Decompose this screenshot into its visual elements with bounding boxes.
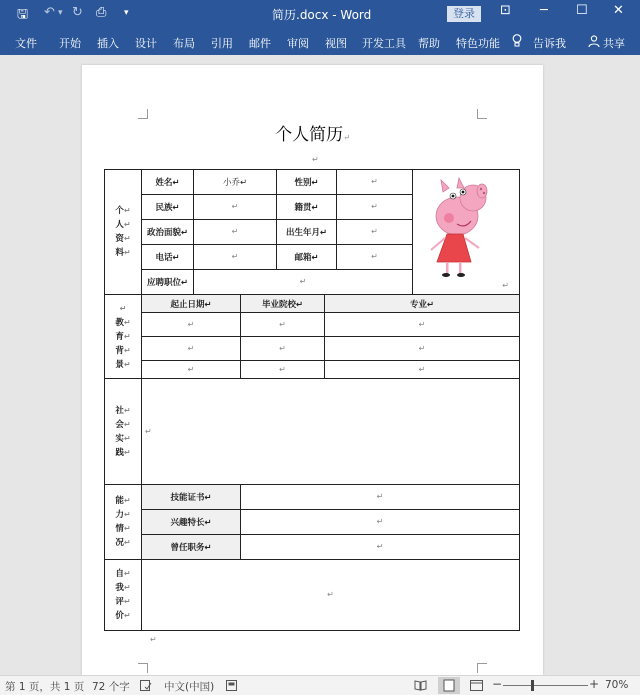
ethnicity-label: 民族↵ bbox=[142, 195, 194, 220]
status-bar bbox=[0, 675, 640, 695]
position-value[interactable]: ↵ bbox=[194, 270, 413, 295]
customize-toolbar-icon[interactable]: ▾ bbox=[124, 8, 129, 18]
section-label-char: 价↵ bbox=[115, 611, 131, 621]
edu-cell[interactable]: ↵ bbox=[241, 313, 325, 337]
margin-corner-mark bbox=[477, 109, 487, 119]
document-workspace bbox=[0, 55, 640, 675]
section-education bbox=[105, 295, 142, 379]
tab-home[interactable]: 开始 bbox=[59, 37, 81, 50]
section-label-char: 料↵ bbox=[115, 248, 131, 258]
tab-design[interactable]: 设计 bbox=[135, 37, 157, 50]
section-label-char: 会↵ bbox=[115, 419, 131, 430]
tab-file[interactable]: 文件 bbox=[15, 37, 37, 50]
origin-label: 籍贯↵ bbox=[277, 195, 337, 220]
origin-value[interactable]: ↵ bbox=[337, 195, 413, 220]
tab-insert[interactable]: 插入 bbox=[97, 37, 119, 50]
edu-header-dates: 起止日期↵ bbox=[142, 295, 241, 313]
ethnicity-value[interactable]: ↵ bbox=[194, 195, 277, 220]
section-label-char: 个↵ bbox=[115, 206, 131, 216]
tab-mailings[interactable]: 邮件 bbox=[249, 37, 271, 50]
edu-header-major: 专业↵ bbox=[325, 295, 520, 313]
section-label-char: 资↵ bbox=[115, 234, 131, 244]
edu-cell[interactable]: ↵ bbox=[325, 361, 520, 379]
gender-value[interactable]: ↵ bbox=[337, 170, 413, 195]
name-label: 姓名↵ bbox=[142, 170, 194, 195]
web-layout-icon[interactable] bbox=[470, 680, 483, 691]
past-positions-value[interactable]: ↵ bbox=[241, 535, 520, 560]
edu-cell[interactable]: ↵ bbox=[142, 361, 241, 379]
interests-label: 兴趣特长↵ bbox=[142, 510, 241, 535]
edu-cell[interactable]: ↵ bbox=[325, 337, 520, 361]
undo-icon[interactable]: ↶ bbox=[44, 5, 55, 20]
redo-icon[interactable]: ↻ bbox=[72, 5, 83, 20]
section-label-char: 我↵ bbox=[115, 583, 131, 593]
window-title: 简历.docx - Word bbox=[272, 8, 372, 22]
margin-corner-mark bbox=[138, 109, 148, 119]
read-mode-icon[interactable] bbox=[414, 680, 427, 691]
name-value[interactable]: 小乔↵ bbox=[194, 170, 277, 195]
edu-cell[interactable]: ↵ bbox=[142, 337, 241, 361]
zoom-in-button[interactable]: + bbox=[589, 677, 600, 691]
section-label-char: 背↵ bbox=[115, 345, 131, 356]
ribbon-tabs bbox=[0, 29, 640, 55]
zoom-out-button[interactable]: − bbox=[492, 677, 503, 691]
tab-view[interactable]: 视图 bbox=[325, 37, 347, 50]
phone-label: 电话↵ bbox=[142, 245, 194, 270]
section-label-char: 育↵ bbox=[115, 331, 131, 342]
tab-special-features[interactable]: 特色功能 bbox=[456, 37, 500, 50]
tab-references[interactable]: 引用 bbox=[211, 37, 233, 50]
edu-cell[interactable]: ↵ bbox=[142, 313, 241, 337]
certificate-value[interactable]: ↵ bbox=[241, 485, 520, 510]
print-preview-icon[interactable]: ⎙ bbox=[96, 5, 107, 20]
section-label-char: ↵ bbox=[119, 303, 127, 313]
section-social-practice bbox=[105, 379, 142, 485]
zoom-slider[interactable] bbox=[503, 685, 588, 686]
page-count[interactable]: 第 1 页，共 1 页 bbox=[5, 681, 85, 693]
gender-label: 性别↵ bbox=[277, 170, 337, 195]
margin-corner-mark bbox=[138, 663, 148, 673]
section-label-char: 力↵ bbox=[115, 510, 131, 520]
macro-recording-icon[interactable] bbox=[226, 680, 237, 691]
tab-layout[interactable]: 布局 bbox=[173, 37, 195, 50]
language[interactable]: 中文(中国) bbox=[164, 681, 215, 693]
past-positions-label: 曾任职务↵ bbox=[142, 535, 241, 560]
section-label-char: 人↵ bbox=[115, 220, 131, 230]
save-icon[interactable]: 🖫 bbox=[17, 7, 29, 22]
zoom-level[interactable]: 70% bbox=[605, 679, 629, 691]
edu-cell[interactable]: ↵ bbox=[241, 337, 325, 361]
phone-value[interactable]: ↵ bbox=[194, 245, 277, 270]
lightbulb-icon[interactable] bbox=[512, 34, 522, 47]
certificate-label: 技能证书↵ bbox=[142, 485, 241, 510]
section-label-char: 自↵ bbox=[115, 569, 131, 579]
edu-cell[interactable]: ↵ bbox=[241, 361, 325, 379]
tab-review[interactable]: 审阅 bbox=[287, 37, 309, 50]
word-count[interactable]: 72 个字 bbox=[92, 681, 130, 693]
proofing-icon[interactable] bbox=[140, 680, 152, 691]
section-label-char: 情↵ bbox=[115, 524, 131, 534]
email-value[interactable]: ↵ bbox=[337, 245, 413, 270]
tab-developer[interactable]: 开发工具 bbox=[362, 37, 406, 50]
section-self-evaluation bbox=[105, 560, 142, 631]
section-label-char: 实↵ bbox=[115, 433, 131, 444]
section-ability bbox=[105, 485, 142, 560]
paragraph-mark: ↵ bbox=[312, 155, 319, 164]
share-icon[interactable] bbox=[588, 35, 600, 47]
section-personal-info bbox=[105, 170, 142, 295]
interests-value[interactable]: ↵ bbox=[241, 510, 520, 535]
email-label: 邮箱↵ bbox=[277, 245, 337, 270]
photo-cell[interactable]: ↵ bbox=[413, 170, 520, 295]
resume-table bbox=[104, 169, 520, 631]
tell-me-search[interactable]: 告诉我 bbox=[533, 37, 566, 50]
section-label-char: 社↵ bbox=[115, 405, 131, 416]
political-status-value[interactable]: ↵ bbox=[194, 220, 277, 245]
share-button[interactable]: 共享 bbox=[603, 37, 625, 50]
ribbon-display-options-icon[interactable]: ⊡ bbox=[500, 3, 511, 18]
section-label-char: 能↵ bbox=[115, 496, 131, 506]
edu-header-school: 毕业院校↵ bbox=[241, 295, 325, 313]
margin-corner-mark bbox=[477, 663, 487, 673]
paragraph-mark: ↵ bbox=[150, 635, 157, 644]
social-practice-content[interactable]: ↵ bbox=[142, 379, 520, 485]
section-label-char: 教↵ bbox=[115, 317, 131, 328]
political-status-label: 政治面貌↵ bbox=[142, 220, 194, 245]
login-button[interactable]: 登录 bbox=[447, 6, 481, 22]
close-button[interactable]: ✕ bbox=[613, 3, 624, 18]
position-label: 应聘职位↵ bbox=[142, 270, 194, 295]
section-label-char: 评↵ bbox=[115, 597, 131, 607]
document-title: 个人简历↵ bbox=[275, 125, 350, 145]
birth-date-label: 出生年月↵ bbox=[277, 220, 337, 245]
document-page[interactable] bbox=[82, 65, 543, 675]
tab-help[interactable]: 帮助 bbox=[418, 37, 440, 50]
zoom-slider-thumb[interactable] bbox=[531, 680, 534, 691]
title-bar bbox=[0, 0, 640, 29]
self-evaluation-content[interactable]: ↵ bbox=[142, 560, 520, 631]
section-label-char: 况↵ bbox=[115, 538, 131, 548]
section-label-char: 践↵ bbox=[115, 447, 131, 458]
restore-button[interactable]: ☐ bbox=[576, 3, 588, 18]
undo-dropdown-icon[interactable]: ▾ bbox=[58, 8, 63, 18]
section-label-char: 景↵ bbox=[115, 359, 131, 370]
edu-cell[interactable]: ↵ bbox=[325, 313, 520, 337]
birth-date-value[interactable]: ↵ bbox=[337, 220, 413, 245]
pig-avatar bbox=[429, 176, 509, 286]
print-layout-icon[interactable] bbox=[438, 677, 460, 694]
minimize-button[interactable]: ─ bbox=[540, 3, 548, 18]
